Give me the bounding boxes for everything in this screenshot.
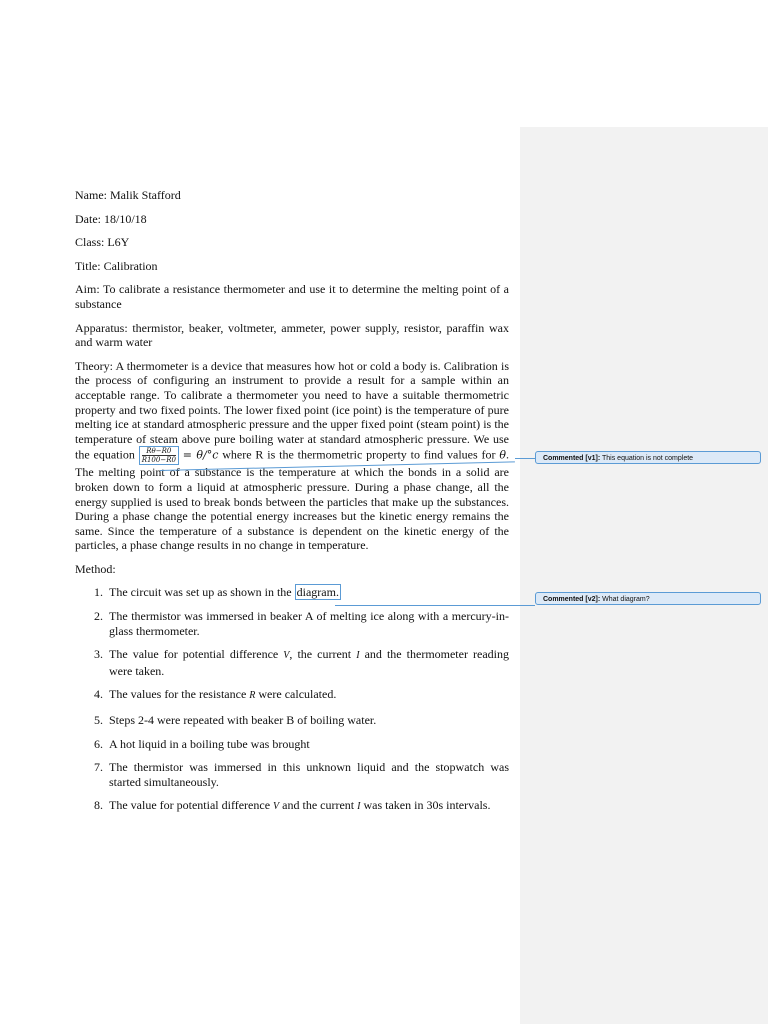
title-line: Title: Calibration xyxy=(75,258,158,273)
list-number: 7. xyxy=(94,760,103,775)
step-text: were calculated. xyxy=(255,687,337,702)
list-number: 2. xyxy=(94,609,103,624)
comment-balloon-v2[interactable] xyxy=(535,592,761,605)
comment-label: Commented [v1]: xyxy=(543,455,601,462)
list-item xyxy=(94,687,509,704)
equation-fraction[interactable] xyxy=(139,446,179,465)
step-text: The value for potential difference xyxy=(109,647,284,662)
list-item xyxy=(94,736,509,752)
class-line: Class: L6Y xyxy=(75,235,130,250)
comment-text: What diagram? xyxy=(602,596,650,603)
step-text: A hot liquid in a boiling tube was brought xyxy=(109,736,310,751)
resistance-symbol: R xyxy=(249,690,256,702)
theory-text-2: where R is the thermometric property to find values for xyxy=(222,447,496,462)
apparatus-paragraph: Apparatus: thermistor, beaker, voltmeter, ammeter, power supply, resistor, paraffin wax and warm water xyxy=(75,320,509,350)
equation-rhs: = θ/°c xyxy=(182,448,219,462)
document-body[interactable] xyxy=(75,188,509,824)
equation-numerator: Rθ−R0 xyxy=(142,447,176,456)
comment-text: This equation is not complete xyxy=(602,455,694,462)
theory-text-3: . The melting point of a substance is the temperature at which the bonds in a solid are broken down to form a liquid at atmospheric pressure. During a phase change, all the energy supplied is used to break bonds between the particles that make up the substances. During a phase change the potential energy increases but the kinetic energy remains the same. Since the temperature of a substance is dependent on the kinetic energy of the particles, a phase change results in no change in temperature. xyxy=(75,447,510,553)
step-text: and the current xyxy=(279,798,358,813)
step-text: Steps 2-4 were repeated with beaker B of boiling water. xyxy=(109,713,377,728)
list-item xyxy=(94,798,509,815)
list-item xyxy=(94,647,509,678)
list-number: 1. xyxy=(94,585,103,600)
list-number: 5. xyxy=(94,713,103,728)
list-item xyxy=(94,609,509,638)
voltage-symbol: V xyxy=(273,801,280,813)
list-item xyxy=(94,713,509,728)
list-item xyxy=(94,760,509,789)
list-number: 4. xyxy=(94,687,103,702)
step-text: The thermistor was immersed in this unknown liquid and the stopwatch was started simultaneously. xyxy=(109,760,509,789)
equation-denominator: R100−R0 xyxy=(141,456,176,465)
step-text: The values for the resistance xyxy=(109,687,250,702)
step-text: The circuit was set up as shown in the xyxy=(109,585,295,600)
aim-paragraph: Aim: To calibrate a resistance thermometer and use it to determine the melting point of a substance xyxy=(75,282,509,311)
current-symbol: I xyxy=(357,801,361,813)
list-item xyxy=(94,585,509,600)
comment-connector-line xyxy=(515,458,535,459)
current-symbol: I xyxy=(356,650,360,662)
theta-symbol: θ xyxy=(499,448,507,462)
comment-balloon-v1[interactable] xyxy=(535,451,761,464)
step-text: and the thermometer reading were taken. xyxy=(109,647,509,678)
step-text: , the current xyxy=(289,647,357,662)
list-number: 8. xyxy=(94,798,103,813)
method-heading: Method: xyxy=(75,561,116,576)
voltage-symbol: V xyxy=(283,650,290,662)
comment-margin-pane xyxy=(520,127,768,1024)
method-list xyxy=(75,585,509,815)
list-number: 3. xyxy=(94,647,103,662)
step-text: was taken in 30s intervals. xyxy=(360,798,491,813)
step-text: The value for potential difference xyxy=(109,798,274,813)
comment-connector-line xyxy=(335,605,535,606)
comment-anchor-diagram[interactable]: diagram. xyxy=(296,585,339,600)
date-line: Date: 18/10/18 xyxy=(75,211,147,226)
theory-text-1: Theory: A thermometer is a device that measures how hot or cold a body is. Calibration is the process of configuring an instrument to provide a result for a sample within an acceptable range. To calibrate a thermometer you need to have a suitable thermometric property and two fixed points. The lower fixed point (ice point) is the temperature of pure melting ice at standard atmospheric pressure and the upper fixed point (steam point) is the temperature of steam above pure boiling water at standard atmospheric pressure. We use the equation xyxy=(75,358,509,462)
comment-label: Commented [v2]: xyxy=(543,596,601,603)
name-line: Name: Malik Stafford xyxy=(75,188,181,202)
theory-paragraph xyxy=(75,359,509,553)
step-text: The thermistor was immersed in beaker A of melting ice along with a mercury-in-glass thermometer. xyxy=(109,609,509,638)
list-number: 6. xyxy=(94,736,103,751)
